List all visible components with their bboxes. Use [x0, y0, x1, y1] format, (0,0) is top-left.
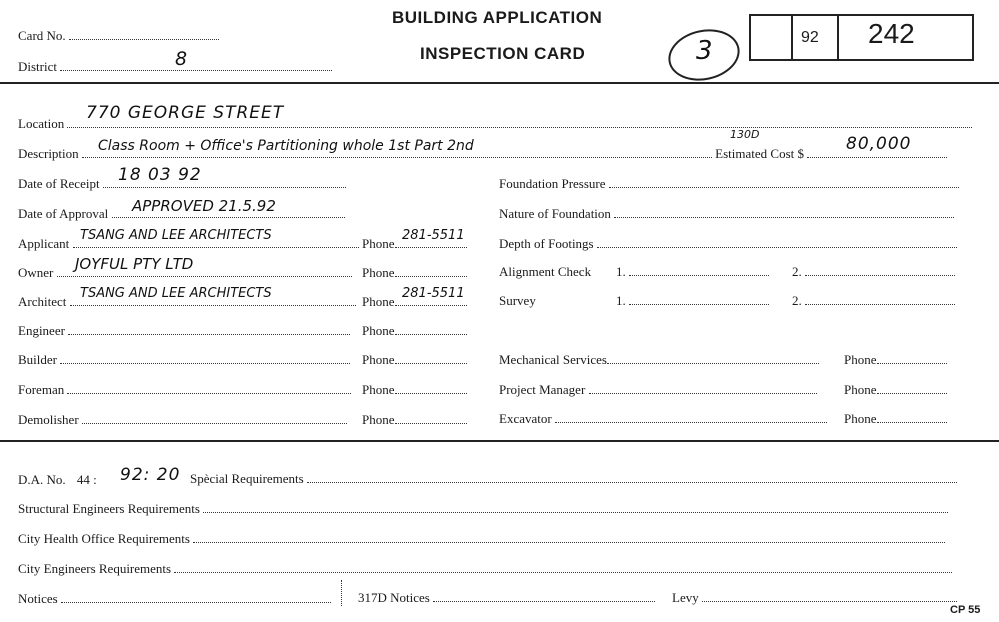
foreman-phone-field [362, 382, 467, 398]
survey-item-1-label: 1. [616, 293, 626, 308]
health-line[interactable] [193, 531, 945, 543]
structural-field [18, 501, 948, 517]
notices-317d-line[interactable] [433, 590, 655, 602]
alignment-item-2-label: 2. [792, 264, 802, 279]
builder-phone-label: Phone [362, 352, 395, 367]
demolisher-phone-field [362, 412, 467, 428]
alignment-check-2 [792, 264, 955, 280]
excavator-phone-field [844, 411, 947, 427]
foundation-pressure-field [499, 176, 959, 192]
mechanical-field [499, 352, 819, 368]
page-title-line1: BUILDING APPLICATION [392, 8, 603, 27]
mechanical-phone-line[interactable] [877, 352, 947, 364]
special-req-field [190, 471, 957, 487]
depth-footings-label: Depth of Footings [499, 236, 594, 251]
demolisher-label: Demolisher [18, 412, 79, 427]
nature-foundation-label: Nature of Foundation [499, 206, 611, 221]
mechanical-phone-label: Phone [844, 352, 877, 367]
demolisher-line[interactable] [82, 412, 347, 424]
district-label: District [18, 59, 57, 74]
survey-1-line[interactable] [629, 293, 769, 305]
architect-value: TSANG AND LEE ARCHITECTS [80, 286, 272, 301]
applicant-phone: 281-5511 [402, 228, 465, 243]
excavator-label: Excavator [499, 411, 552, 426]
city-eng-label: City Engineers Requirements [18, 561, 172, 576]
survey-field [499, 293, 536, 309]
engineer-field [18, 323, 350, 339]
estimated-cost-label: Estimated Cost $ [715, 146, 804, 161]
description-label: Description [18, 146, 79, 161]
project-manager-field [499, 382, 817, 398]
alignment-item-1-label: 1. [616, 264, 626, 279]
demolisher-phone-line[interactable] [395, 412, 467, 424]
city-eng-field [18, 561, 952, 577]
alignment-check-1 [616, 264, 769, 280]
builder-line[interactable] [60, 352, 350, 364]
box-divider-1 [791, 14, 793, 61]
builder-phone-line[interactable] [395, 352, 467, 364]
survey-label: Survey [499, 293, 536, 308]
estimated-cost-value: 80,000 [846, 134, 912, 154]
excavator-phone-line[interactable] [877, 411, 947, 423]
header-rule [0, 82, 999, 84]
foreman-label: Foreman [18, 382, 65, 397]
owner-phone-field [362, 265, 467, 281]
card-number-box [749, 14, 974, 61]
notices-field [18, 591, 331, 607]
da-prefix: 44 : [76, 472, 97, 487]
demolisher-field [18, 412, 347, 428]
project-manager-label: Project Manager [499, 382, 586, 397]
owner-phone-line[interactable] [395, 265, 467, 277]
survey-2-line[interactable] [805, 293, 955, 305]
card-no-field [18, 28, 219, 44]
description-superscript: 130D [730, 128, 760, 141]
city-eng-line[interactable] [174, 561, 952, 573]
location-value: 770 GEORGE STREET [86, 103, 285, 123]
levy-line[interactable] [702, 590, 957, 602]
district-value: 8 [175, 48, 189, 70]
survey-2 [792, 293, 955, 309]
mechanical-label: Mechanical Services [499, 352, 607, 367]
alignment-1-line[interactable] [629, 264, 769, 276]
foreman-phone-line[interactable] [395, 382, 467, 394]
applicant-value: TSANG AND LEE ARCHITECTS [80, 228, 272, 243]
district-line[interactable] [60, 59, 332, 71]
da-value: 92: 20 [120, 465, 181, 485]
da-field [18, 472, 97, 488]
excavator-phone-label: Phone [844, 411, 877, 426]
engineer-label: Engineer [18, 323, 65, 338]
special-req-label: Spècial Requirements [190, 471, 304, 486]
da-label: D.A. No. [18, 472, 66, 487]
engineer-line[interactable] [68, 323, 350, 335]
alignment-2-line[interactable] [805, 264, 955, 276]
date-receipt-value: 18 03 92 [118, 165, 202, 185]
foreman-phone-label: Phone [362, 382, 395, 397]
architect-phone: 281-5511 [402, 286, 465, 301]
foreman-field [18, 382, 351, 398]
owner-value: JOYFUL PTY LTD [75, 255, 194, 273]
applicant-phone-label: Phone [362, 236, 395, 251]
form-code: CP 55 [950, 604, 981, 616]
survey-1 [616, 293, 769, 309]
special-req-line[interactable] [307, 471, 957, 483]
demolisher-phone-label: Phone [362, 412, 395, 427]
structural-label: Structural Engineers Requirements [18, 501, 200, 516]
project-manager-line[interactable] [589, 382, 817, 394]
nature-foundation-field [499, 206, 954, 222]
structural-line[interactable] [203, 501, 948, 513]
health-label: City Health Office Requirements [18, 531, 190, 546]
card-no-label: Card No. [18, 28, 66, 43]
mechanical-phone-field [844, 352, 947, 368]
owner-label: Owner [18, 265, 54, 280]
builder-phone-field [362, 352, 467, 368]
notices-317d-field [358, 590, 655, 606]
architect-label: Architect [18, 294, 67, 309]
architect-phone-label: Phone [362, 294, 395, 309]
excavator-field [499, 411, 827, 427]
location-label: Location [18, 116, 65, 131]
excavator-line[interactable] [555, 411, 827, 423]
notices-line[interactable] [61, 591, 331, 603]
circled-number: 3 [696, 36, 714, 66]
survey-item-2-label: 2. [792, 293, 802, 308]
depth-footings-line[interactable] [597, 236, 957, 248]
engineer-phone-line[interactable] [395, 323, 467, 335]
box-divider-2 [837, 14, 839, 61]
date-approval-value: APPROVED 21.5.92 [132, 197, 276, 215]
page-title-line2: INSPECTION CARD [420, 44, 586, 63]
levy-label: Levy [672, 590, 699, 605]
project-manager-phone-field [844, 382, 947, 398]
engineer-phone-field [362, 323, 467, 339]
foundation-pressure-label: Foundation Pressure [499, 176, 606, 191]
project-manager-phone-line[interactable] [877, 382, 947, 394]
owner-phone-label: Phone [362, 265, 395, 280]
nature-foundation-line[interactable] [614, 206, 954, 218]
description-value: Class Room + Office's Partitioning whole 1st Part 2nd [98, 138, 474, 154]
card-no-line[interactable] [69, 28, 219, 40]
notices-divider [341, 580, 342, 606]
applicant-label: Applicant [18, 236, 70, 251]
mechanical-line[interactable] [607, 352, 819, 364]
requirements-rule [0, 440, 999, 442]
notices-label: Notices [18, 591, 58, 606]
alignment-check-field [499, 264, 591, 280]
date-approval-label: Date of Approval [18, 206, 109, 221]
levy-field [672, 590, 957, 606]
engineer-phone-label: Phone [362, 323, 395, 338]
foundation-pressure-line[interactable] [609, 176, 959, 188]
alignment-check-label: Alignment Check [499, 264, 592, 279]
date-receipt-label: Date of Receipt [18, 176, 100, 191]
depth-footings-field [499, 236, 957, 252]
project-manager-phone-label: Phone [844, 382, 877, 397]
notices-317d-label: 317D Notices [358, 590, 430, 605]
box-number: 242 [868, 18, 915, 49]
foreman-line[interactable] [67, 382, 351, 394]
builder-field [18, 352, 350, 368]
box-year: 92 [801, 29, 819, 46]
builder-label: Builder [18, 352, 57, 367]
health-field [18, 531, 945, 547]
